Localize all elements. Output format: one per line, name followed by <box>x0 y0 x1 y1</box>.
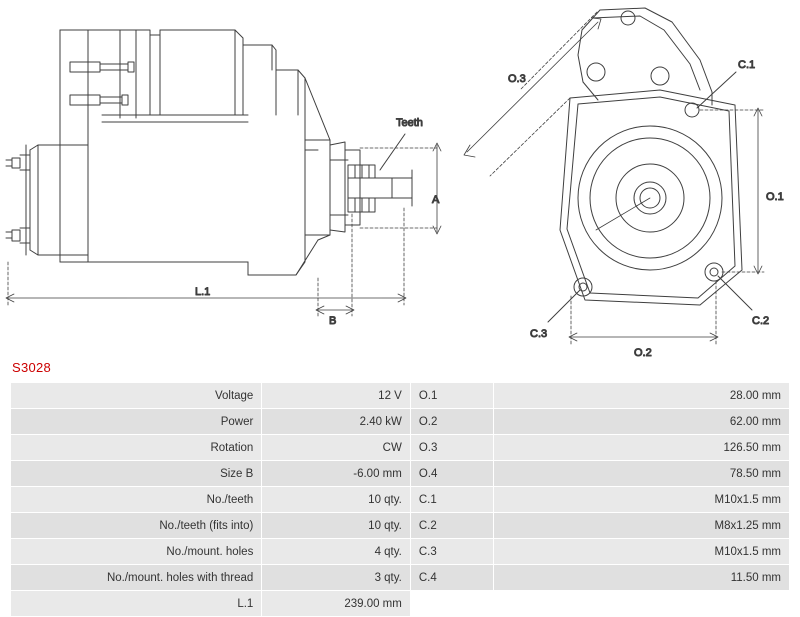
spec-label: Size B <box>11 461 262 487</box>
spec-label: Rotation <box>11 435 262 461</box>
spec-table-body <box>11 383 790 617</box>
callout-c3 <box>548 290 580 322</box>
spec-value-2: M10x1.5 mm <box>493 487 789 513</box>
spec-label-2: C.3 <box>410 539 493 565</box>
spec-label-2 <box>410 591 493 617</box>
callout-c2 <box>718 276 752 310</box>
label-teeth: Teeth <box>396 117 423 129</box>
label-c3: C.3 <box>530 328 548 340</box>
table-row <box>11 513 790 539</box>
specifications-table <box>10 382 790 617</box>
label-dim-a: A <box>432 194 440 206</box>
label-c2: C.2 <box>752 315 770 327</box>
spec-value-2: 78.50 mm <box>493 461 789 487</box>
callout-c1 <box>697 72 736 108</box>
table-row <box>11 409 790 435</box>
spec-label-2: C.4 <box>410 565 493 591</box>
table-row <box>11 591 790 617</box>
spec-value: 2.40 kW <box>262 409 411 435</box>
spec-label-2: C.1 <box>410 487 493 513</box>
spec-value: 239.00 mm <box>262 591 411 617</box>
teeth-callout <box>380 134 405 170</box>
table-row <box>11 461 790 487</box>
spec-value-2: 28.00 mm <box>493 383 789 409</box>
part-code: S3028 <box>12 360 52 375</box>
spec-value-2: 11.50 mm <box>493 565 789 591</box>
spec-label: L.1 <box>11 591 262 617</box>
spec-label: No./mount. holes with thread <box>11 565 262 591</box>
front-view-group <box>560 8 742 305</box>
spec-label-2: O.1 <box>410 383 493 409</box>
spec-value-2: M10x1.5 mm <box>493 539 789 565</box>
spec-label: Voltage <box>11 383 262 409</box>
spec-value: CW <box>262 435 411 461</box>
spec-value: 10 qty. <box>262 487 411 513</box>
label-o3: O.3 <box>508 73 526 85</box>
spec-value: 3 qty. <box>262 565 411 591</box>
side-view-group <box>6 30 412 275</box>
table-row <box>11 435 790 461</box>
table-row <box>11 383 790 409</box>
spec-label-2: O.3 <box>410 435 493 461</box>
label-o2: O.2 <box>634 347 652 359</box>
spec-value: 10 qty. <box>262 513 411 539</box>
spec-value-2: 62.00 mm <box>493 409 789 435</box>
spec-value-2: M8x1.25 mm <box>493 513 789 539</box>
spec-value: 12 V <box>262 383 411 409</box>
dimension-a <box>360 143 441 234</box>
label-l1: L.1 <box>195 286 211 298</box>
table-row <box>11 487 790 513</box>
spec-label-2: O.2 <box>410 409 493 435</box>
table-row <box>11 539 790 565</box>
spec-value: 4 qty. <box>262 539 411 565</box>
dimension-b <box>316 214 354 316</box>
spec-label-2: C.2 <box>410 513 493 539</box>
spec-value-2 <box>493 591 789 617</box>
spec-label: No./teeth <box>11 487 262 513</box>
spec-label: No./mount. holes <box>11 539 262 565</box>
spec-value-2: 126.50 mm <box>493 435 789 461</box>
table-row <box>11 565 790 591</box>
spec-value: -6.00 mm <box>262 461 411 487</box>
spec-label-2: O.4 <box>410 461 493 487</box>
spec-label: Power <box>11 409 262 435</box>
spec-label: No./teeth (fits into) <box>11 513 262 539</box>
label-dim-b: B <box>329 315 337 327</box>
label-c1: C.1 <box>738 59 756 71</box>
label-o1: O.1 <box>766 191 784 203</box>
